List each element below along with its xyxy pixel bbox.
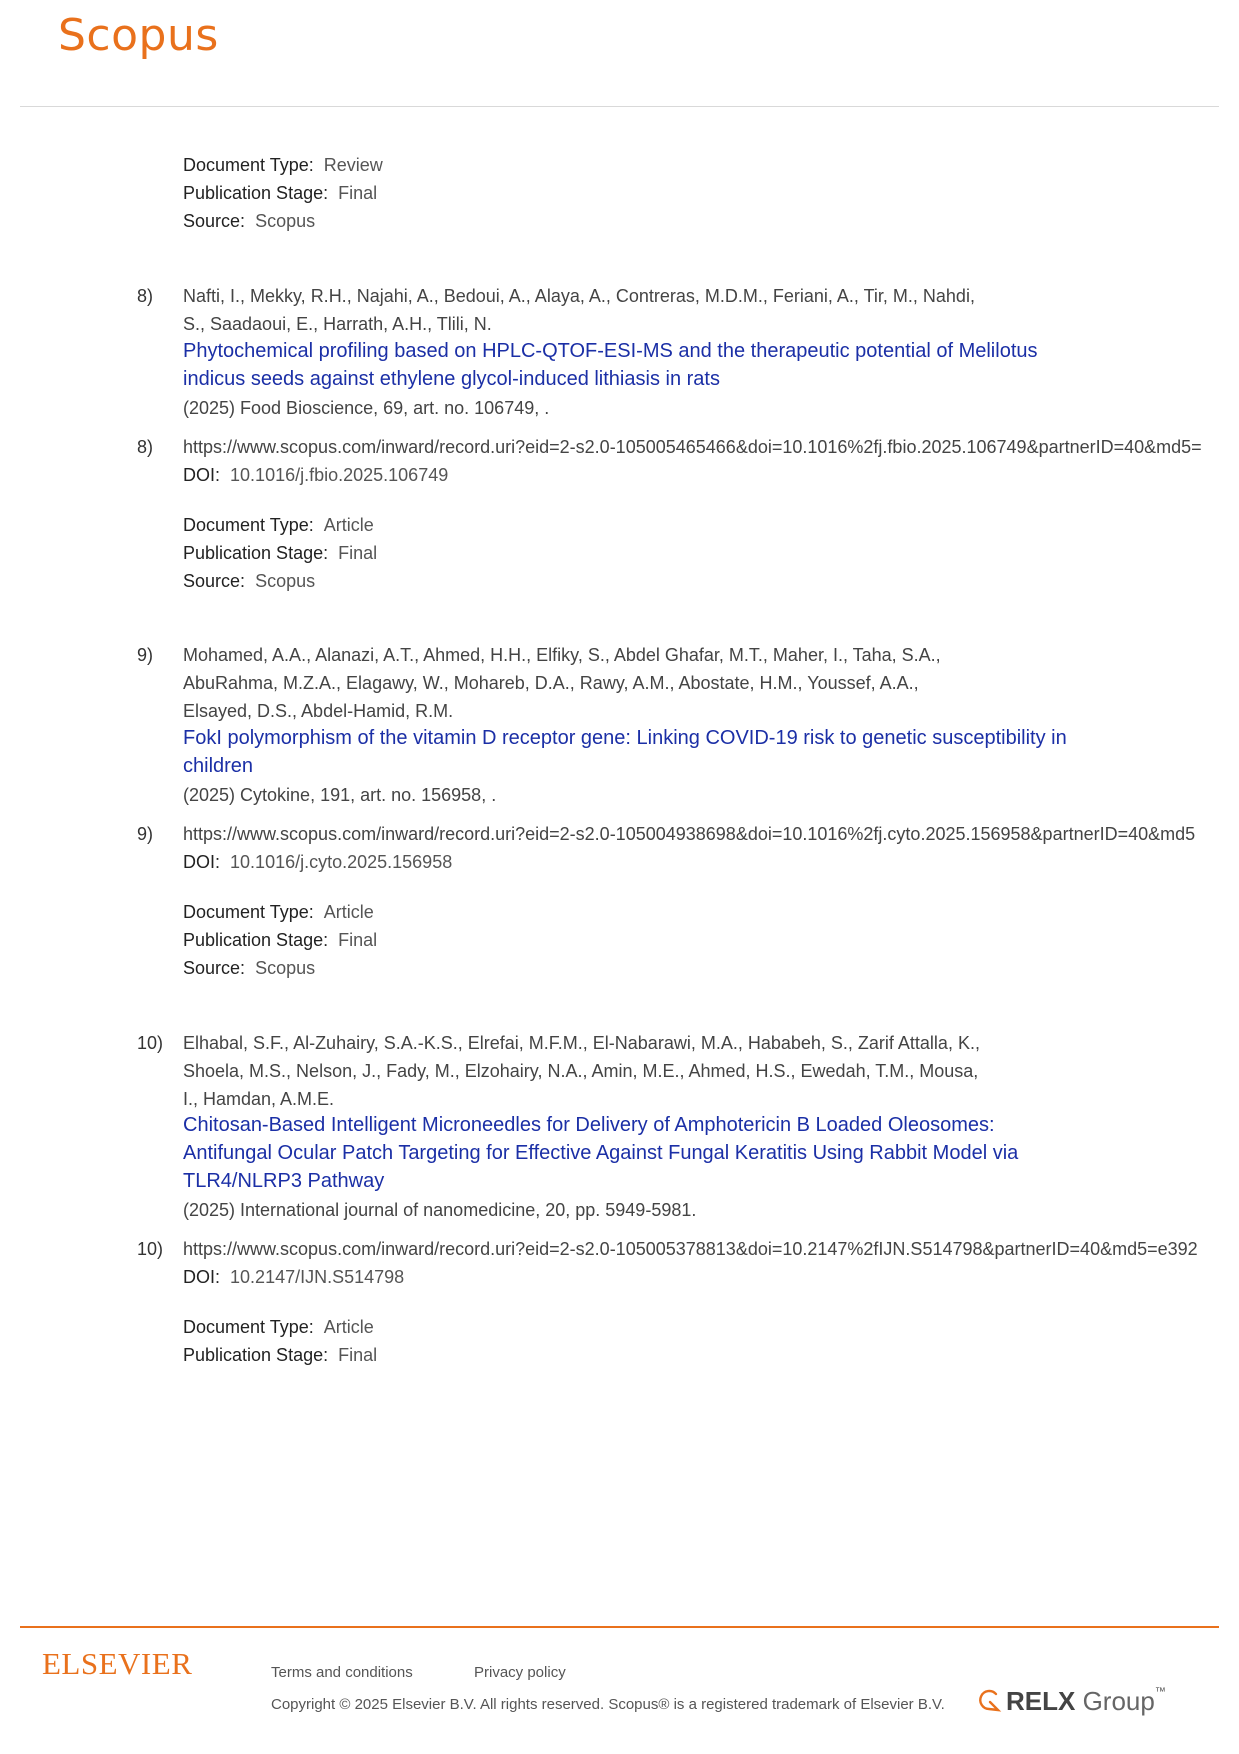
record-authors: AbuRahma, M.Z.A., Elagawy, W., Mohareb, D.A., Rawy, A.M., Abostate, H.M., Youssef, A.A., xyxy=(183,673,919,693)
doi-value[interactable]: 10.1016/j.fbio.2025.106749 xyxy=(230,465,449,485)
record-number: 8) xyxy=(137,286,154,306)
publication-stage-line xyxy=(183,181,377,205)
document-type-value: Article xyxy=(323,902,374,922)
relx-wordmark: RELX xyxy=(1006,1686,1076,1716)
record-url-number: 10) xyxy=(137,1239,164,1259)
trademark-symbol: ™ xyxy=(1154,1686,1166,1698)
publication-stage-label: Publication Stage: xyxy=(183,183,329,203)
record-url-link[interactable]: https://www.scopus.com/inward/record.uri?eid=2-s2.0-105005378813&doi=10.2147%2fIJN.S514798&partnerID=40&md5=e392 xyxy=(183,1239,1198,1259)
doi-line xyxy=(183,463,448,487)
doi-line xyxy=(183,1265,404,1289)
doi-value[interactable]: 10.1016/j.cyto.2025.156958 xyxy=(230,852,453,872)
source-value: Scopus xyxy=(255,211,316,231)
record-authors: I., Hamdan, A.M.E. xyxy=(183,1089,335,1109)
record-citation: (2025) Food Bioscience, 69, art. no. 106749, . xyxy=(183,398,550,418)
record-authors: Elhabal, S.F., Al-Zuhairy, S.A.-K.S., Elrefai, M.F.M., El-Nabarawi, M.A., Hababeh, S., Zarif Attalla, K., xyxy=(183,1033,980,1053)
publication-stage-label: Publication Stage: xyxy=(183,543,329,563)
record-url-link[interactable]: https://www.scopus.com/inward/record.uri?eid=2-s2.0-105005465466&doi=10.1016%2fj.fbio.2025.106749&partnerID=40&md5= xyxy=(183,437,1202,457)
copyright-text: Copyright © 2025 Elsevier B.V. All rights reserved. Scopus® is a registered trademark of Elsevier B.V. xyxy=(271,1696,945,1713)
source-line xyxy=(183,956,315,980)
publication-stage-value: Final xyxy=(338,183,378,203)
source-line xyxy=(183,569,315,593)
publication-stage-line xyxy=(183,1343,377,1367)
relx-mark-icon xyxy=(976,1688,1002,1714)
relx-group-wordmark: Group xyxy=(1075,1686,1155,1716)
doi-line xyxy=(183,850,452,874)
publication-stage-line xyxy=(183,541,377,565)
publication-stage-value: Final xyxy=(338,930,378,950)
document-type-label: Document Type: xyxy=(183,1317,314,1337)
elsevier-logo[interactable]: ELSEVIER xyxy=(42,1646,193,1681)
source-value: Scopus xyxy=(255,571,316,591)
record-url-link[interactable]: https://www.scopus.com/inward/record.uri?eid=2-s2.0-105004938698&doi=10.1016%2fj.cyto.2025.156958&partnerID=40&md5 xyxy=(183,824,1196,844)
record-number: 10) xyxy=(137,1033,164,1053)
record-citation: (2025) Cytokine, 191, art. no. 156958, . xyxy=(183,785,497,805)
scopus-logo[interactable]: Scopus xyxy=(58,10,219,61)
record-authors: Nafti, I., Mekky, R.H., Najahi, A., Bedoui, A., Alaya, A., Contreras, M.D.M., Feriani, A., Tir, M., Nahdi, xyxy=(183,286,975,306)
record-title-link[interactable]: FokI polymorphism of the vitamin D receptor gene: Linking COVID-19 risk to genetic susceptibility in xyxy=(183,727,1067,749)
publication-stage-value: Final xyxy=(338,543,378,563)
source-label: Source: xyxy=(183,211,246,231)
record-title-link[interactable]: children xyxy=(183,755,254,777)
document-type-line xyxy=(183,513,374,537)
publication-stage-label: Publication Stage: xyxy=(183,930,329,950)
record-title-link[interactable]: Chitosan-Based Intelligent Microneedles for Delivery of Amphotericin B Loaded Oleosomes: xyxy=(183,1114,995,1136)
document-type-value: Review xyxy=(323,155,383,175)
record-authors: Shoela, M.S., Nelson, J., Fady, M., Elzohairy, N.A., Amin, M.E., Ahmed, H.S., Ewedah, T.M., Mousa, xyxy=(183,1061,979,1081)
record-number: 9) xyxy=(137,645,154,665)
relx-group-logo[interactable] xyxy=(976,1686,1166,1717)
document-type-label: Document Type: xyxy=(183,902,314,922)
record-title-link[interactable]: TLR4/NLRP3 Pathway xyxy=(183,1170,385,1192)
privacy-link[interactable]: Privacy policy xyxy=(474,1664,566,1681)
doi-label: DOI: xyxy=(183,852,221,872)
record-authors: Mohamed, A.A., Alanazi, A.T., Ahmed, H.H., Elfiky, S., Abdel Ghafar, M.T., Maher, I., Taha, S.A., xyxy=(183,645,941,665)
document-type-label: Document Type: xyxy=(183,515,314,535)
document-type-line xyxy=(183,1315,374,1339)
terms-link[interactable]: Terms and conditions xyxy=(271,1664,413,1681)
record-title-link[interactable]: Phytochemical profiling based on HPLC-QTOF-ESI-MS and the therapeutic potential of Melilotus xyxy=(183,340,1038,362)
source-line xyxy=(183,209,315,233)
record-citation: (2025) International journal of nanomedicine, 20, pp. 5949-5981. xyxy=(183,1200,697,1220)
publication-stage-label: Publication Stage: xyxy=(183,1345,329,1365)
source-label: Source: xyxy=(183,958,246,978)
record-authors: S., Saadaoui, E., Harrath, A.H., Tlili, N. xyxy=(183,314,492,334)
document-type-label: Document Type: xyxy=(183,155,314,175)
doi-value[interactable]: 10.2147/IJN.S514798 xyxy=(230,1267,405,1287)
publication-stage-line xyxy=(183,928,377,952)
footer-divider xyxy=(20,1626,1219,1628)
doi-label: DOI: xyxy=(183,1267,221,1287)
document-type-value: Article xyxy=(323,1317,374,1337)
record-url-number: 9) xyxy=(137,824,154,844)
record-authors: Elsayed, D.S., Abdel-Hamid, R.M. xyxy=(183,701,454,721)
publication-stage-value: Final xyxy=(338,1345,378,1365)
record-title-link[interactable]: indicus seeds against ethylene glycol-induced lithiasis in rats xyxy=(183,368,720,390)
document-type-line xyxy=(183,900,374,924)
header-divider xyxy=(20,106,1219,107)
source-value: Scopus xyxy=(255,958,316,978)
source-label: Source: xyxy=(183,571,246,591)
doi-label: DOI: xyxy=(183,465,221,485)
document-type-value: Article xyxy=(323,515,374,535)
record-url-number: 8) xyxy=(137,437,154,457)
record-title-link[interactable]: Antifungal Ocular Patch Targeting for Effective Against Fungal Keratitis Using Rabbit Model via xyxy=(183,1142,1019,1164)
document-type-line xyxy=(183,153,383,177)
